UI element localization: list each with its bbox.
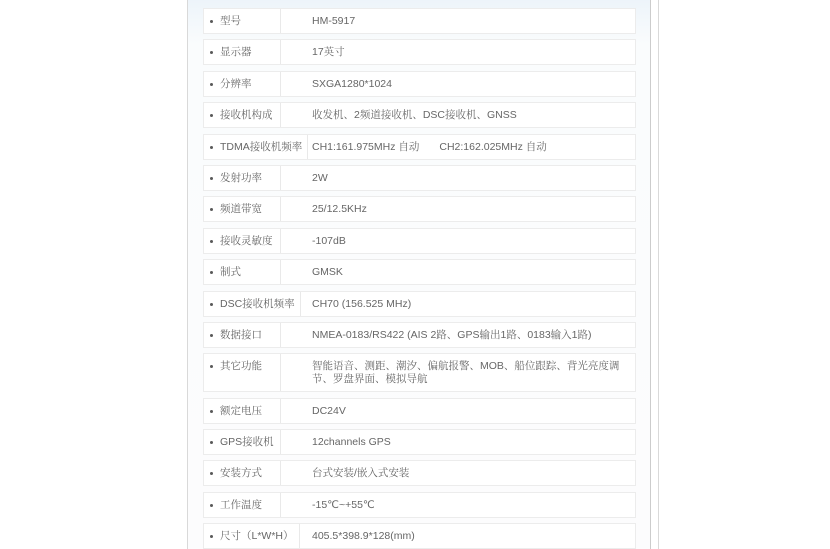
spec-row — [203, 228, 636, 254]
spec-row — [203, 165, 636, 191]
spec-label-text: 接收机构成 — [220, 109, 273, 122]
product-spec-panel — [188, 0, 650, 549]
spec-label — [204, 103, 281, 127]
bullet-icon — [210, 208, 213, 211]
spec-value: 收发机、2频道接收机、DSC接收机、GNSS — [312, 109, 517, 122]
spec-label-text: 接收灵敏度 — [220, 234, 273, 247]
spec-value: 405.5*398.9*128(mm) — [312, 530, 415, 543]
spec-label — [204, 524, 300, 548]
spec-label-text: TDMA接收机频率 — [220, 140, 303, 153]
spec-label — [204, 493, 281, 517]
spec-label-text: 频道带宽 — [220, 203, 262, 216]
spec-label — [204, 461, 281, 485]
spec-row — [203, 429, 636, 455]
spec-label-text: 安装方式 — [220, 467, 262, 480]
spec-value: -15℃~+55℃ — [312, 498, 375, 511]
spec-label-text: 制式 — [220, 266, 241, 279]
spec-label-text: 数据接口 — [220, 328, 262, 341]
spec-label — [204, 229, 281, 253]
spec-row — [203, 523, 636, 549]
spec-label-text: GPS接收机 — [220, 436, 274, 449]
spec-label-text: 分辨率 — [220, 77, 252, 90]
spec-label-text: 额定电压 — [220, 404, 262, 417]
spec-label-text: 显示器 — [220, 46, 252, 59]
spec-table — [203, 8, 636, 549]
bullet-icon — [210, 83, 213, 86]
spec-row — [203, 196, 636, 222]
spec-value: 2W — [312, 171, 328, 184]
spec-value — [312, 135, 635, 159]
bullet-icon — [210, 240, 213, 243]
bullet-icon — [210, 303, 213, 306]
spec-row — [203, 322, 636, 348]
spec-row — [203, 71, 636, 97]
spec-label — [204, 323, 281, 347]
bullet-icon — [210, 472, 213, 475]
spec-label-text: 其它功能 — [220, 360, 262, 373]
spec-label — [204, 430, 281, 454]
spec-label-text: 尺寸（L*W*H） — [220, 530, 294, 543]
bullet-icon — [210, 271, 213, 274]
spec-row — [203, 353, 636, 392]
spec-value: CH70 (156.525 MHz) — [312, 297, 412, 310]
bullet-icon — [210, 410, 213, 413]
spec-value: 25/12.5KHz — [312, 203, 367, 216]
spec-value: 12channels GPS — [312, 436, 391, 449]
bullet-icon — [210, 51, 213, 54]
spec-value: SXGA1280*1024 — [312, 77, 392, 90]
bullet-icon — [210, 504, 213, 507]
spec-value: GMSK — [312, 266, 343, 279]
spec-label — [204, 72, 281, 96]
spec-label — [204, 292, 301, 316]
spec-value: 17英寸 — [312, 46, 345, 59]
spec-value-part: CH2:162.025MHz 自动 — [439, 140, 547, 153]
spec-value: 智能语音、测距、潮汐、偏航报警、MOB、船位跟踪、背光亮度调节、罗盘界面、模拟导航 — [312, 360, 620, 386]
spec-label-text: 型号 — [220, 15, 241, 27]
spec-row — [203, 259, 636, 285]
spec-label — [204, 197, 281, 221]
bullet-icon — [210, 365, 213, 368]
spec-row — [203, 492, 636, 518]
spec-label — [204, 260, 281, 284]
spec-value: 台式安装/嵌入式安装 — [312, 467, 410, 480]
spec-row — [203, 102, 636, 128]
spec-label — [204, 9, 281, 33]
spec-label — [204, 166, 281, 190]
bullet-icon — [210, 146, 213, 149]
bullet-icon — [210, 114, 213, 117]
spec-value: -107dB — [312, 234, 346, 247]
spec-label — [204, 399, 281, 423]
bullet-icon — [210, 441, 213, 444]
spec-value-part: CH1:161.975MHz 自动 — [312, 140, 420, 153]
panel-right-divider — [650, 0, 651, 549]
spec-row — [203, 398, 636, 424]
bullet-icon — [210, 334, 213, 337]
page-right-divider — [658, 0, 659, 549]
spec-row — [203, 460, 636, 486]
spec-label — [204, 354, 281, 391]
spec-row — [203, 291, 636, 317]
bullet-icon — [210, 535, 213, 538]
spec-value: DC24V — [312, 404, 346, 417]
bullet-icon — [210, 177, 213, 180]
spec-row — [203, 134, 636, 160]
spec-label — [204, 135, 308, 159]
spec-value: HM-5917 — [312, 15, 356, 27]
spec-row — [203, 39, 636, 65]
spec-row — [203, 8, 636, 34]
spec-label-text: 发射功率 — [220, 171, 262, 184]
bullet-icon — [210, 20, 213, 23]
spec-label-text: DSC接收机频率 — [220, 297, 295, 310]
spec-value: NMEA-0183/RS422 (AIS 2路、GPS输出1路、0183输入1路) — [312, 328, 592, 341]
spec-label-text: 工作温度 — [220, 498, 262, 511]
spec-label — [204, 40, 281, 64]
